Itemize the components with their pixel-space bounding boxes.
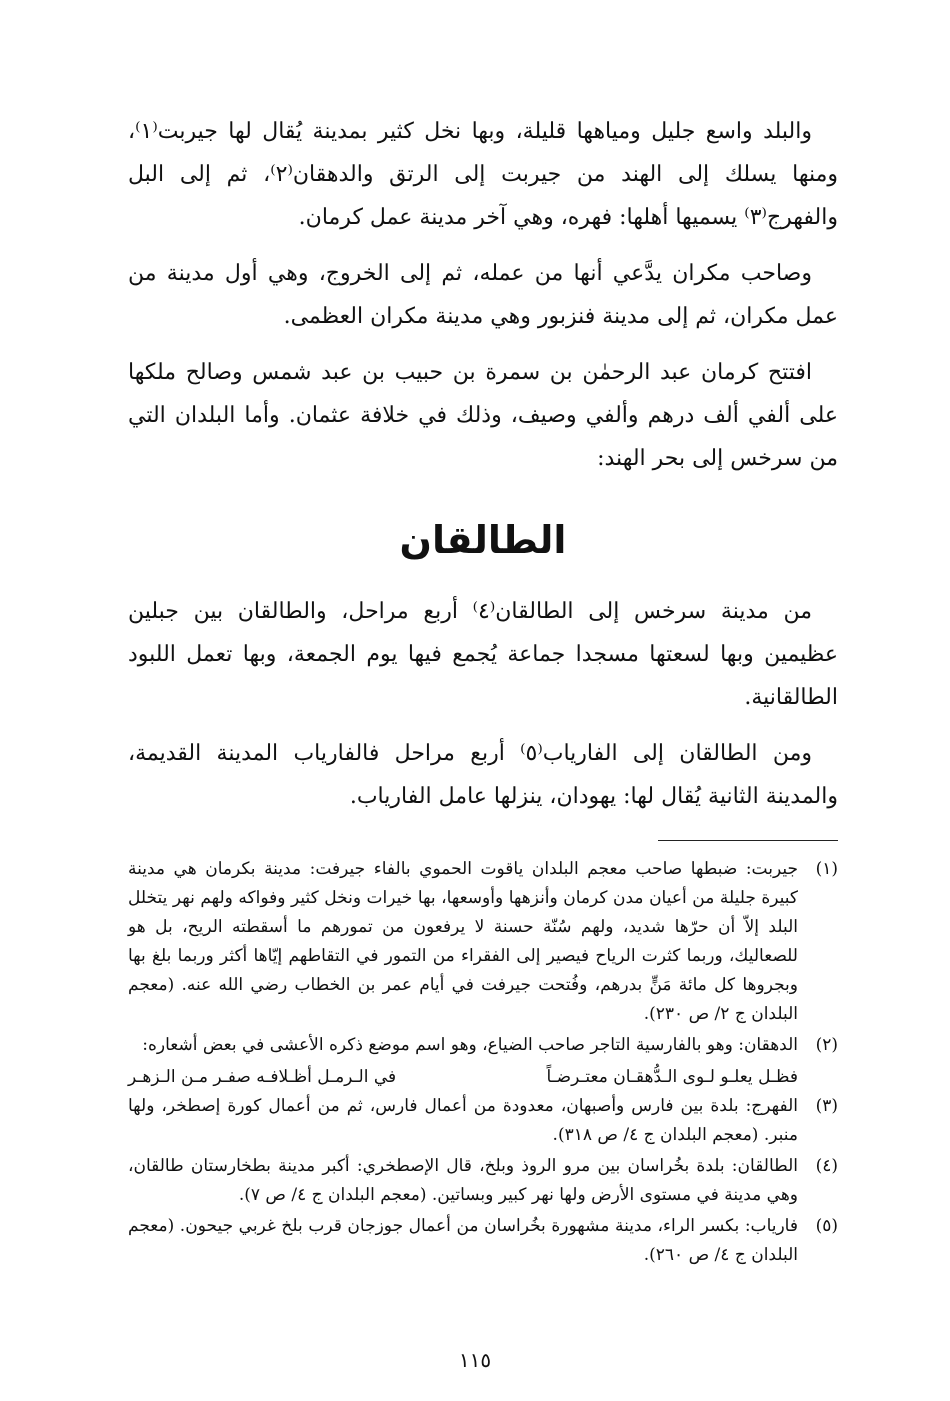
footnote-text: الدهقان: وهو بالفارسية التاجر صاحب الضياع، وهو اسم موضع ذكره الأعشى في بعض أشعاره: bbox=[142, 1035, 798, 1055]
footnote-3 bbox=[128, 1092, 838, 1150]
paragraph-1: والبلد واسع جليل ومياهها قليلة، وبها نخل كثير بمدينة يُقال لها جيربت⁽١⁾، ومنها يسلك إلى الهند من جيربت إلى الرتق والدهقان⁽٢⁾، ثم إلى البل والفهرج⁽٣⁾ يسميها أهلها: فهره، وهي آخر مدينة عمل كرمان. bbox=[128, 119, 839, 230]
paragraph-3: افتتح كرمان عبد الرحمٰن بن سمرة بن حبيب بن عبد شمس وصالح ملكها على ألفي ألف درهم وألفي وصيف، وذلك في خلافة عثمان. وأما البلدان التي من سرخس إلى بحر الهند: bbox=[128, 360, 838, 471]
footnote-4 bbox=[128, 1152, 838, 1210]
footnote-divider bbox=[658, 840, 838, 841]
footnote-text: الفهرج: بلدة بين فارس وأصبهان، معدودة من أعمال فارس، ثم من أعمال كورة إصطخر، ولها منبر. (معجم البلدان ج ٤/ ص ٣١٨). bbox=[128, 1096, 798, 1145]
paragraph-5: ومن الطالقان إلى الفارياب⁽٥⁾ أربع مراحل فالفارياب المدينة القديمة، والمدينة الثانية يُقال لها: يهودان، ينزلها عامل الفارياب. bbox=[128, 741, 838, 809]
footnote-text: جيربت: ضبطها صاحب معجم البلدان ياقوت الحموي بالفاء جيرفت: مدينة بكرمان هي مدينة كبيرة جليلة من أعيان مدن كرمان وأنزهها وأوسعها، بها خيرات ونخل كثير وفواكه ولهم نهر يتخلل البلد إلاّ أن حرّها شديد، ولهم سُنّة حسنة لا يرفعون من تمورهم ما أسقطته الريح، بل هو للصعاليك، وربما كثرت الرياح فيصير إلى الفقراء من التمور في التقاطهم إيّاها أكثر وربما بلغ بها وبجروها كل مائة مَنٍّ بدرهم، وفُتحت جيرفت في أيام عمر بن الخطاب رضي الله عنه. (معجم البلدان ج ٢/ ص ٢٣٠). bbox=[128, 859, 798, 1024]
footnote-number: (٢) bbox=[815, 1035, 838, 1055]
paragraph-4: من مدينة سرخس إلى الطالقان⁽٤⁾ أربع مراحل، والطالقان بين جبلين عظيمين وبها لسعتها مسجدا جماعة يُجمع فيها يوم الجمعة، وبها تعمل اللبود الطالقانية. bbox=[128, 599, 838, 710]
footnote-text: الطالقان: بلدة بخُراسان بين مرو الروذ وبلخ، قال الإصطخري: أكبر مدينة بطخارستان طالقان، وهي مدينة في مستوى الأرض ولها نهر كبير وبساتين. (معجم البلدان ج ٤/ ص ٧). bbox=[128, 1156, 798, 1205]
footnote-1 bbox=[128, 855, 838, 1029]
verse-second-hemistich: في الـرمـل أظـلافـه صفـر مـن الـزهـر bbox=[128, 1067, 397, 1087]
poem-verse bbox=[128, 1062, 798, 1092]
footnote-2 bbox=[128, 1031, 838, 1060]
footnote-text: فارياب: بكسر الراء، مدينة مشهورة بخُراسان من أعمال جوزجان قرب بلخ غربي جيحون. (معجم البلدان ج ٤/ ص ٢٦٠). bbox=[128, 1216, 798, 1265]
footnote-number: (٥) bbox=[815, 1216, 838, 1236]
footnote-number: (٤) bbox=[815, 1156, 838, 1176]
page-number: ١١٥ bbox=[458, 1348, 492, 1372]
footnote-number: (١) bbox=[815, 859, 838, 879]
footnote-5 bbox=[128, 1212, 838, 1270]
paragraph-2: وصاحب مكران يدَّعي أنها من عمله، ثم إلى الخروج، وهي أول مدينة من عمل مكران، ثم إلى مدينة فنزبور وهي مدينة مكران العظمى. bbox=[128, 261, 838, 329]
footnote-number: (٣) bbox=[815, 1096, 838, 1116]
section-heading: الطالقان bbox=[399, 518, 567, 562]
verse-first-hemistich: فظـل يعلـو لـوى الـدُّهقـان معتـرضـاً bbox=[546, 1067, 798, 1087]
